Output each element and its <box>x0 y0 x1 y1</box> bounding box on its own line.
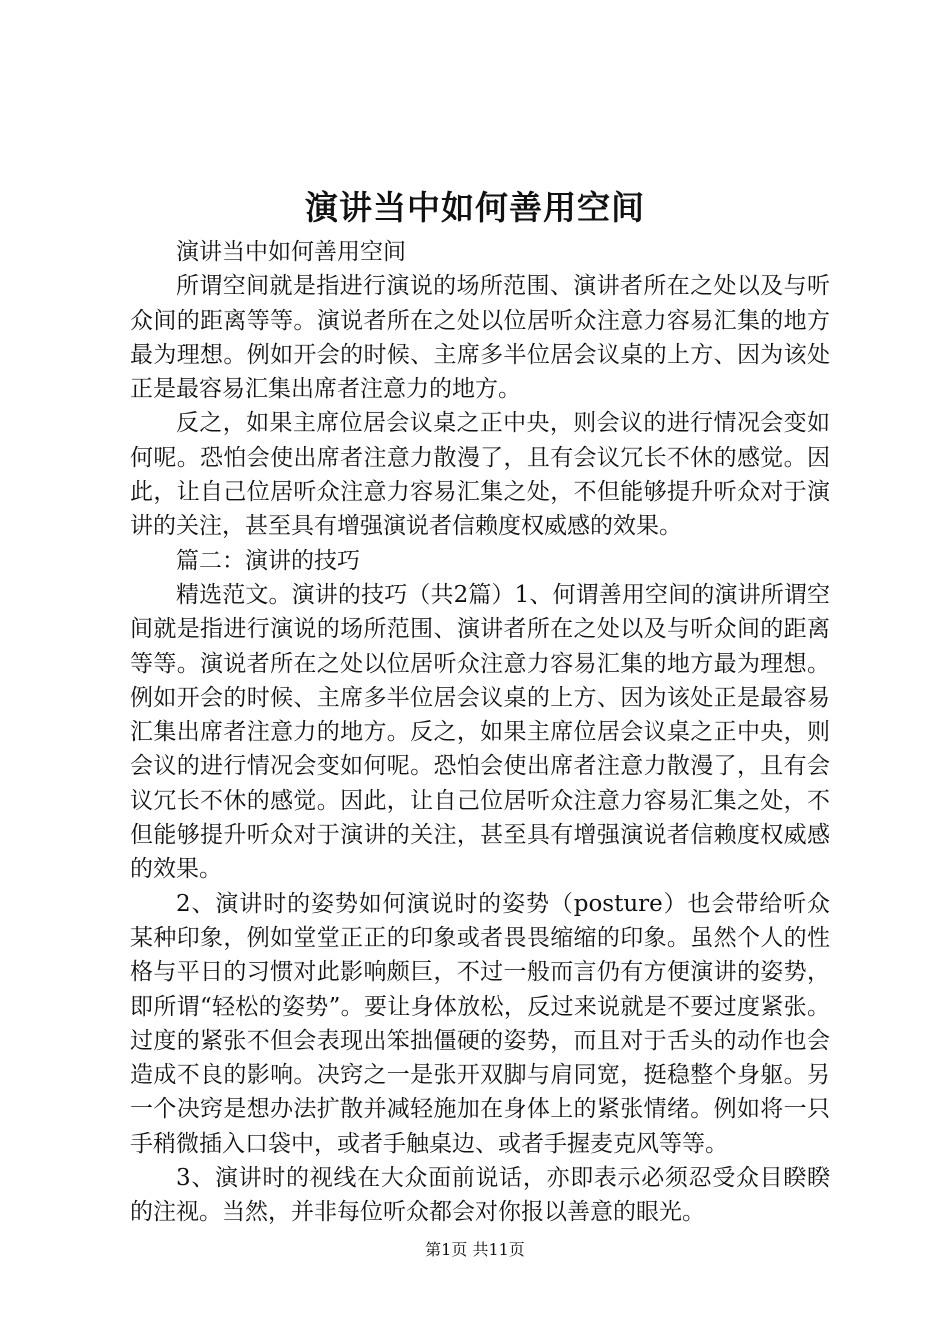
paragraph-selected-text: 精选范文。演讲的技巧（共2篇）1、何谓善用空间的演讲所谓空间就是指进行演说的场所范围、演讲者所在之处以及与听众间的距离等等。演说者所在之处以位居听众注意力容易汇集的地方最为理想。例如开会的时候、主席多半位居会议桌的上方、因为该处正是最容易汇集出席者注意力的地方。反之，如果主席位居会议桌之正中央，则会议的进行情况会变如何呢。恐怕会使出席者注意力散漫了，且有会议冗长不休的感觉。因此，让自己位居听众注意力容易汇集之处，不但能够提升听众对于演讲的关注，甚至具有增强演说者信赖度权威感的效果。 <box>130 581 830 883</box>
page-footer: 第1页 共11页 <box>425 1240 525 1259</box>
paragraph-eye-contact: 3、演讲时的视线在大众面前说话，亦即表示必须忍受众目睽睽的注视。当然，并非每位听众都会对你报以善意的眼光。 <box>130 1165 830 1226</box>
paragraph-center-seat: 反之，如果主席位居会议桌之正中央，则会议的进行情况会变如何呢。恐怕会使出席者注意力散漫了，且有会议冗长不休的感觉。因此，让自己位居听众注意力容易汇集之处，不但能够提升听众对于演讲的关注，甚至具有增强演说者信赖度权威感的效果。 <box>130 410 830 540</box>
document-body <box>130 235 830 1230</box>
paragraph-heading-1: 演讲当中如何善用空间 <box>176 239 406 265</box>
document-title: 演讲当中如何善用空间 <box>305 188 645 227</box>
paragraph-space-definition: 所谓空间就是指进行演说的场所范围、演讲者所在之处以及与听众间的距离等等。演说者所在之处以位居听众注意力容易汇集的地方最为理想。例如开会的时候、主席多半位居会议桌的上方、因为该处正是最容易汇集出席者注意力的地方。 <box>130 273 830 403</box>
paragraph-heading-2: 篇二：演讲的技巧 <box>176 547 360 574</box>
paragraph-posture: 2、演讲时的姿势如何演说时的姿势（posture）也会带给听众某种印象，例如堂堂正正的印象或者畏畏缩缩的印象。虽然个人的性格与平日的习惯对此影响颇巨，不过一般而言仍有方便演讲的姿势，即所谓“轻松的姿势”。要让身体放松，反过来说就是不要过度紧张。过度的紧张不但会表现出笨拙僵硬的姿势，而且对于舌头的动作也会造成不良的影响。决窍之一是张开双脚与肩同宽，挺稳整个身躯。另一个决窍是想办法扩散并减轻施加在身体上的紧张情绪。例如将一只手稍微插入口袋中，或者手触桌边、或者手握麦克风等等。 <box>130 890 830 1157</box>
